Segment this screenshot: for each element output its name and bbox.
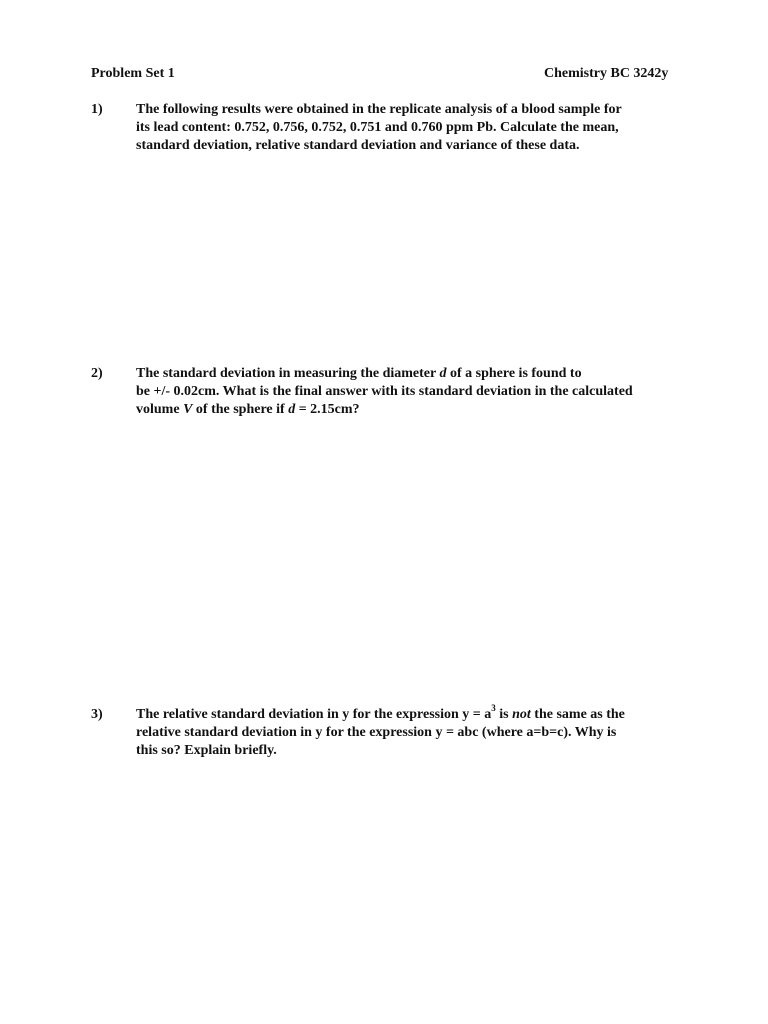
text-run: the same as the (530, 707, 625, 722)
question-line: standard deviation, relative standard deviation and variance of these data. (136, 138, 580, 153)
text-run: of the sphere if (192, 402, 289, 417)
question-line: The following results were obtained in the replicate analysis of a blood sample for (136, 102, 622, 117)
course-title: Chemistry BC 3242y (544, 66, 669, 81)
problem-set-title: Problem Set 1 (91, 66, 175, 81)
exponent: 3 (491, 703, 496, 714)
question-line (136, 365, 681, 383)
question-line: be +/- 0.02cm. What is the final answer with its standard deviation in the calculated (136, 384, 633, 399)
text-run: is (495, 707, 513, 722)
text-run: volume (136, 402, 184, 417)
question-text (136, 703, 681, 760)
question-line (136, 401, 681, 419)
question-text (136, 365, 681, 419)
emphasis-not: not (512, 707, 531, 722)
question-line (136, 703, 681, 724)
question-line: relative standard deviation in y for the expression y = abc (where a=b=c). Why is (136, 725, 617, 740)
text-run: The standard deviation in measuring the diameter (136, 366, 440, 381)
question-number: 2) (91, 366, 103, 381)
question-text (136, 101, 681, 155)
question-line: this so? Explain briefly. (136, 743, 277, 758)
question-line: its lead content: 0.752, 0.756, 0.752, 0.751 and 0.760 ppm Pb. Calculate the mean, (136, 120, 619, 135)
question-number: 3) (91, 707, 103, 722)
text-run: of a sphere is found to (446, 366, 582, 381)
text-run: The relative standard deviation in y for the expression y = a (136, 707, 492, 722)
variable-d: d (439, 366, 447, 381)
variable-v: V (183, 402, 193, 417)
question-number: 1) (91, 102, 103, 117)
text-run: = 2.15cm? (295, 402, 360, 417)
variable-d: d (288, 402, 296, 417)
